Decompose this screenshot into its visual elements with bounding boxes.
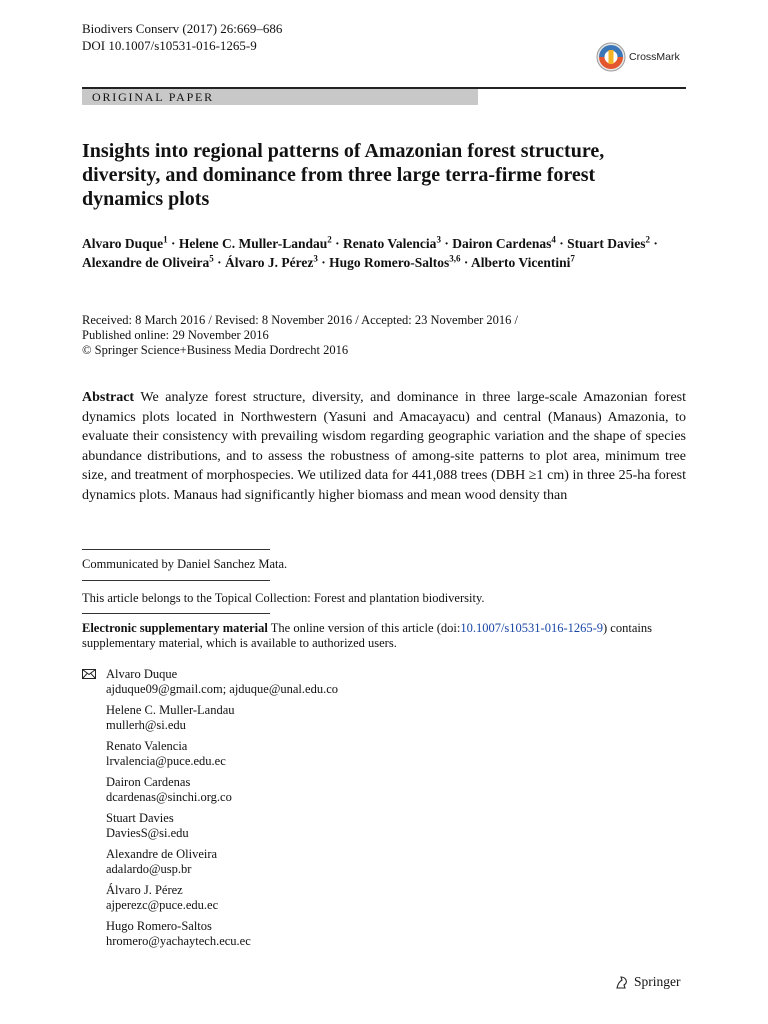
author-affiliation: 1 — [163, 234, 168, 245]
contact-email[interactable]: ajduque09@gmail.com; ajduque@unal.edu.co — [106, 681, 338, 696]
author-affiliation: 2 — [327, 234, 332, 245]
contact-entry — [106, 775, 338, 804]
author-affiliation: 7 — [570, 253, 575, 264]
author-affiliation: 5 — [209, 253, 214, 264]
contact-entry — [106, 883, 338, 912]
footnote-rule — [82, 580, 270, 581]
contact-email[interactable]: ajperezc@puce.edu.ec — [106, 897, 219, 912]
author-affiliation: 2 — [645, 234, 650, 245]
contact-entry — [106, 703, 338, 732]
publisher-name: Springer — [634, 974, 681, 989]
contact-list — [106, 667, 338, 948]
journal-line: Biodivers Conserv (2017) 26:669–686 — [82, 21, 283, 36]
collection-note: This article belongs to the Topical Collection: Forest and plantation biodiversity. — [82, 591, 485, 605]
author-name: Stuart Davies — [567, 236, 646, 251]
contact-name: Renato Valencia — [106, 739, 188, 753]
footnote-rule — [82, 549, 270, 550]
crossmark-label: CrossMark — [629, 51, 680, 63]
author-affiliation: 3 — [436, 234, 441, 245]
contact-email[interactable]: lrvalencia@puce.edu.ec — [106, 753, 226, 768]
contact-name: Hugo Romero-Saltos — [106, 919, 212, 933]
publisher-logo — [614, 974, 681, 990]
author-name: Álvaro J. Pérez — [225, 255, 314, 270]
contact-name: Stuart Davies — [106, 811, 174, 825]
author-affiliation: 3,6 — [449, 253, 461, 264]
crossmark-badge[interactable] — [596, 42, 680, 72]
doi-line: DOI 10.1007/s10531-016-1265-9 — [82, 38, 257, 53]
received-revised-accepted: Received: 8 March 2016 / Revised: 8 November 2016 / Accepted: 23 November 2016 / — [82, 313, 519, 327]
contact-entry — [106, 847, 338, 876]
envelope-icon — [82, 669, 96, 679]
contact-name: Helene C. Muller-Landau — [106, 703, 235, 717]
doi-link[interactable]: 10.1007/s10531-016-1265-9 — [460, 621, 604, 635]
abstract — [82, 388, 686, 505]
author-name: Alberto Vicentini — [471, 255, 571, 270]
author-name: Alvaro Duque — [82, 236, 164, 251]
author-affiliation: 4 — [551, 234, 556, 245]
communicated-note: Communicated by Daniel Sanchez Mata. — [82, 557, 288, 571]
springer-horse-icon — [614, 974, 630, 990]
author-name: Helene C. Muller-Landau — [178, 236, 328, 251]
published-online: Published online: 29 November 2016 — [82, 328, 269, 342]
author-list: Alvaro Duque$^1$ · Helene C. Muller-Landau$^2$ · Renato Valencia$^3$ · Dairon Cardenas$^4$ · Stuart Davies$^2$ · Alexandre de Oliveira$^5$ · Álvaro J. Pérez$^3$ · Hugo Romero-Saltos$^{3,6}$ · Alberto Vicentini$^7$ — [82, 234, 658, 270]
journal-citation — [82, 20, 282, 54]
abstract-text: We analyze forest structure, diversity, and dominance in three large-scale Amazonian forest dynamics plots located in Northwestern (Yasuni and Amacayacu) and central (Manaus) Amazonia, to evaluate their consistency with prevailing wisdom regarding geographic variation and the shape of species abundance distributions, and to assess the robustness of among-site patterns to plot area, minimum tree size, and treatment of morphospecies. We utilized data for 441,088 trees (DBH ≥1 cm) in three 25-ha forest dynamics plots. Manaus had significantly higher biomass and mean wood density than — [82, 390, 687, 503]
contact-email[interactable]: mullerh@si.edu — [106, 717, 186, 732]
contact-email[interactable]: dcardenas@sinchi.org.co — [106, 789, 232, 804]
section-label: ORIGINAL PAPER — [82, 89, 478, 105]
contact-entry — [106, 739, 338, 768]
author-name: Alexandre de Oliveira — [82, 255, 210, 270]
contact-entry — [106, 811, 338, 840]
contact-name: Dairon Cardenas — [106, 775, 191, 789]
author-name: Hugo Romero-Saltos — [329, 255, 450, 270]
esm-note: Electronic supplementary material The online version of this article (doi:10.1007/s10531-016-1265-9) contains supplementary material, which is available to authorized users. — [82, 621, 652, 650]
author-affiliation: 3 — [313, 253, 318, 264]
publication-dates — [82, 313, 682, 358]
footnote-rule — [82, 613, 270, 614]
crossmark-icon — [596, 42, 626, 72]
abstract-label: Abstract — [82, 390, 135, 405]
contact-email[interactable]: DaviesS@si.edu — [106, 825, 189, 840]
author-name: Dairon Cardenas — [452, 236, 552, 251]
contact-entry — [106, 667, 338, 696]
contact-email[interactable]: hromero@yachaytech.ecu.ec — [106, 933, 251, 948]
copyright: © Springer Science+Business Media Dordrecht 2016 — [82, 343, 349, 357]
author-name: Renato Valencia — [343, 236, 437, 251]
contact-name: Alvaro Duque — [106, 667, 178, 681]
article-title: Insights into regional patterns of Amazonian forest structure, diversity, and dominance from three large terra-firme forest dynamics plots — [82, 140, 605, 210]
corresponding-authors — [82, 667, 338, 955]
contact-name: Álvaro J. Pérez — [106, 883, 183, 897]
contact-entry — [106, 919, 338, 948]
contact-email[interactable]: adalardo@usp.br — [106, 861, 192, 876]
esm-label: Electronic supplementary material — [82, 621, 268, 635]
contact-name: Alexandre de Oliveira — [106, 847, 218, 861]
